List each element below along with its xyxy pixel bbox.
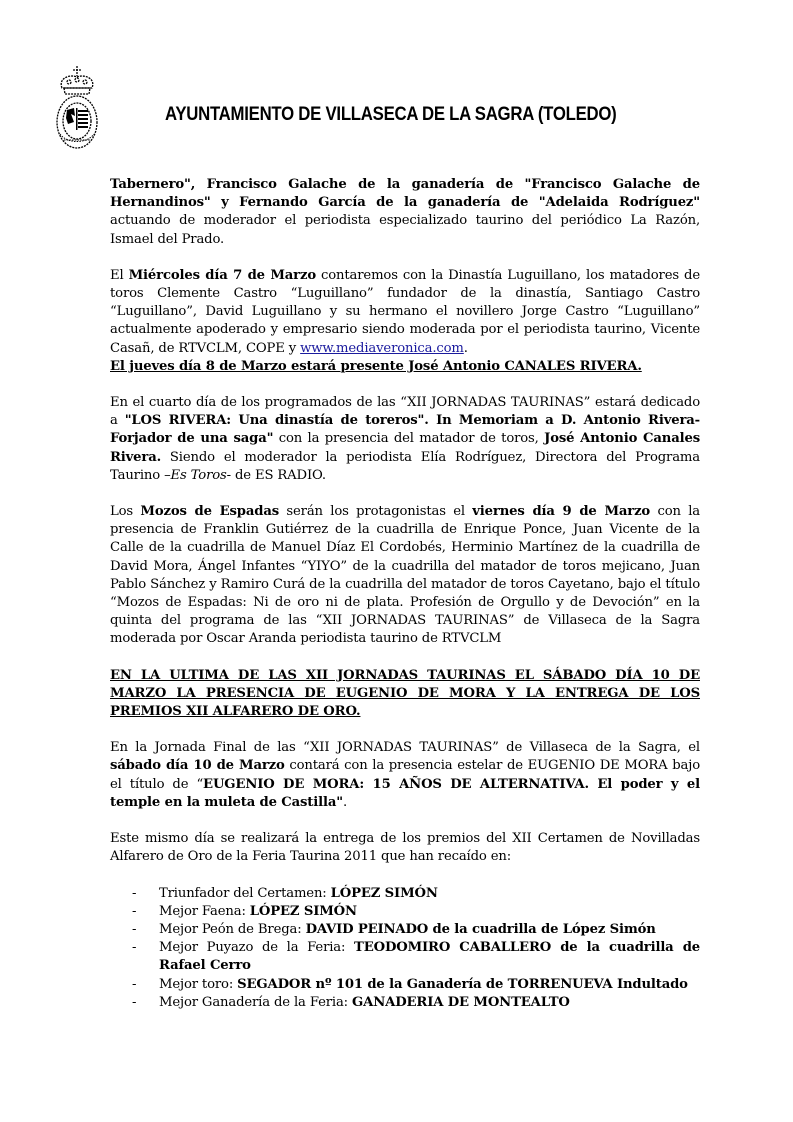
- award-item: [110, 976, 700, 994]
- award-item: [110, 939, 700, 975]
- text: En la Jornada Final de las “XII JORNADAS TAURINAS” de Villaseca de la Sagra, el: [110, 740, 700, 756]
- underlined-bold-announcement: El jueves día 8 de Marzo estará presente José Antonio CANALES RIVERA.: [110, 358, 642, 374]
- award-item: [110, 885, 700, 903]
- text: con la presencia del matador de toros,: [273, 431, 545, 447]
- text: contará con la presencia estelar de EUGENIO DE MORA bajo el título de “: [110, 758, 700, 792]
- bold-name: José Antonio Canales Rivera.: [110, 431, 700, 465]
- award-value: GANADERIA DE MONTEALTO: [352, 994, 570, 1010]
- text: Siendo el moderador la periodista Elía Rodríguez, Directora del Programa Taurino –: [110, 449, 700, 483]
- municipal-coat-of-arms-icon: [52, 64, 102, 152]
- text: Los: [110, 504, 141, 520]
- paragraph-awards-intro: Este mismo día se realizará la entrega de los premios del XII Certamen de Novilladas Alfarero de Oro de la Feria Taurina 2011 que han recaído en:: [110, 831, 700, 865]
- italic-program-name: Es Toros: [170, 467, 227, 483]
- bold-text: Tabernero", Francisco Galache de la ganadería de "Francisco Galache de Hernandinos" y Fernando García de la ganadería de "Adelaida Rodríguez": [110, 177, 700, 211]
- section-heading-final-day: EN LA ULTIMA DE LAS XII JORNADAS TAURINAS EL SÁBADO DÍA 10 DE MARZO LA PRESENCIA DE EUGENIO DE MORA Y LA ENTREGA DE LOS PREMIOS XII ALFARERO DE ORO.: [110, 667, 700, 720]
- award-value: LÓPEZ SIMÓN: [249, 903, 357, 919]
- document-body: [110, 176, 700, 1012]
- bold-date: sábado día 10 de Marzo: [110, 758, 285, 774]
- bold-title: EUGENIO DE MORA: 15 AÑOS DE ALTERNATIVA. El poder y el temple en la muleta de Castilla": [110, 776, 701, 810]
- paragraph-los-rivera: [110, 394, 700, 485]
- paragraph-ganaderos: [110, 176, 700, 249]
- text: - de ES RADIO.: [226, 467, 326, 483]
- award-value: SEGADOR nº 101 de la Ganadería de TORRENUEVA Indultado: [237, 976, 688, 992]
- bold-title: "LOS RIVERA: Una dinastía de toreros". In Memoriam a D. Antonio Rivera-Forjador de una saga": [110, 413, 700, 447]
- text: serán los protagonistas el: [279, 504, 473, 520]
- bold-date: Miércoles día 7 de Marzo: [128, 267, 316, 283]
- mediaveronica-link[interactable]: www.mediaveronica.com: [300, 340, 464, 356]
- paragraph-mozos-de-espadas: [110, 503, 700, 649]
- award-value: LÓPEZ SIMÓN: [330, 885, 438, 901]
- paragraph-luguillano: [110, 267, 700, 358]
- award-label: Mejor Peón de Brega:: [159, 921, 306, 937]
- text: con la presencia de Franklin Gutiérrez de la cuadrilla de Enrique Ponce, Juan Vicente de la Calle de la cuadrilla de Manuel Díaz El Cordobés, Herminio Martínez de la cuadrilla de David Mora, Ángel Infantes “YIYO” de la cuadrilla del matador de toros mejicano, Juan Pablo Sánchez y Ramiro Curá de la cuadrilla del matador de toros Cayetano, bajo el título “Mozos de Espadas: Ni de oro ni de plata. Profesión de Orgullo y de Devoción” en la quinta del programa de las “XII JORNADAS TAURINAS” de Villaseca de la Sagra moderada por Oscar Aranda periodista taurino de RTVCLM: [110, 504, 700, 647]
- award-value: TEODOMIRO CABALLERO de la cuadrilla de Rafael Cerro: [159, 940, 701, 974]
- award-item: [110, 921, 700, 939]
- bold-text: Mozos de Espadas: [140, 504, 280, 520]
- award-label: Mejor toro:: [159, 976, 238, 992]
- list-bullet: -: [132, 903, 137, 919]
- text: El: [110, 267, 129, 283]
- page-header-title: AYUNTAMIENTO DE VILLASECA DE LA SAGRA (TOLEDO): [165, 103, 617, 125]
- list-bullet: -: [132, 885, 137, 901]
- award-label: Triunfador del Certamen:: [159, 885, 331, 901]
- paragraph-eugenio-de-mora: [110, 739, 700, 812]
- list-bullet: -: [132, 921, 137, 937]
- list-bullet: -: [132, 976, 137, 992]
- text: actuando de moderador el periodista especializado taurino del periódico La Razón, Ismael del Prado.: [110, 213, 700, 247]
- award-label: Mejor Puyazo de la Feria:: [159, 940, 355, 956]
- award-item: [110, 903, 700, 921]
- text: En el cuarto día de los programados de las “XII JORNADAS TAURINAS” estará dedicado a: [110, 395, 700, 429]
- award-value: DAVID PEINADO de la cuadrilla de López Simón: [305, 921, 656, 937]
- award-item: [110, 994, 700, 1012]
- list-bullet: -: [132, 994, 137, 1010]
- awards-list: [110, 885, 700, 1012]
- text: .: [463, 340, 468, 356]
- text: contaremos con la Dinastía Luguillano, los matadores de toros Clemente Castro “Luguillano” fundador de la dinastía, Santiago Castro “Luguillano”, David Luguillano y su hermano el novillero Jorge Castro “Luguillano” actualmente apoderado y empresario siendo moderada por el periodista taurino, Vicente Casañ, de RTVCLM, COPE y: [110, 267, 700, 356]
- list-bullet: -: [132, 940, 137, 956]
- award-label: Mejor Ganadería de la Feria:: [159, 994, 353, 1010]
- award-label: Mejor Faena:: [159, 903, 250, 919]
- bold-date: viernes día 9 de Marzo: [472, 504, 651, 520]
- paragraph-jueves-announcement: [110, 358, 700, 376]
- text: .: [342, 794, 347, 810]
